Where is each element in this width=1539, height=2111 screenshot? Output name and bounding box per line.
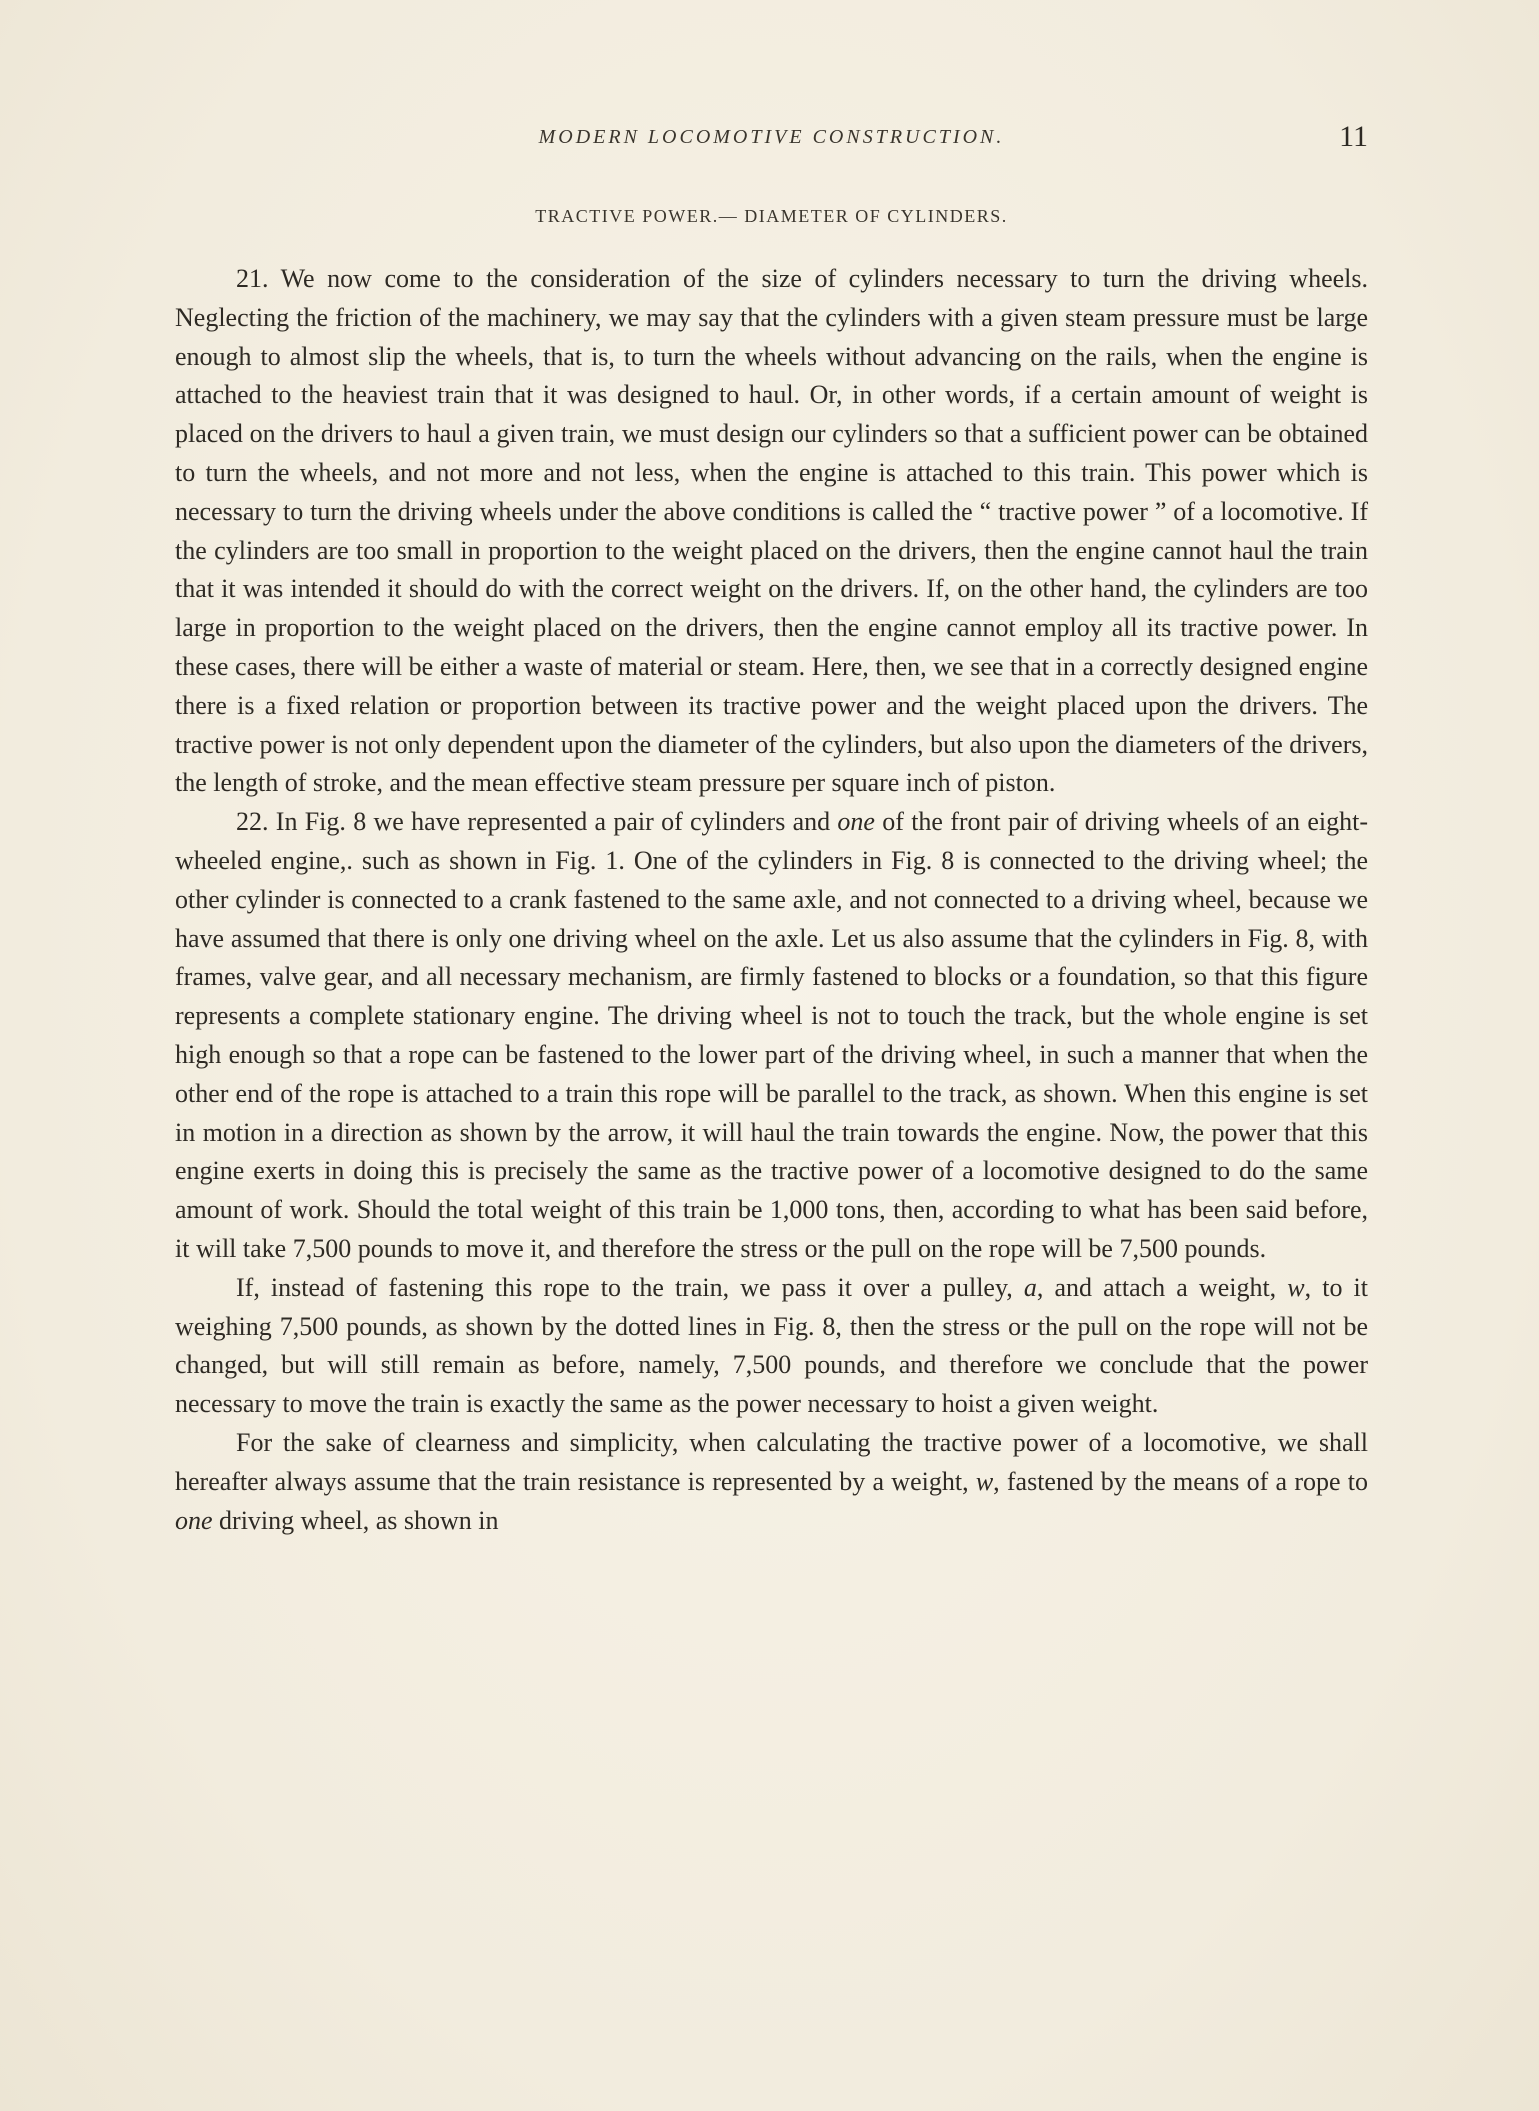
page-number: 11 [1339,120,1368,153]
body-text [175,260,1368,1540]
emphasis-text: a [1023,1272,1037,1302]
emphasis-text: w [1287,1272,1305,1302]
paragraph-text: of the front pair of driving wheels of an eight-wheeled engine,. such as shown in Fig. 1. One of the cylinders in Fig. 8 is connected to the driving wheel; the other cylinder is connected to a crank fastened to the same axle, and not connected to a driving wheel, because we have assumed that there is only one driving wheel on the axle. Let us also assume that the cylinders in Fig. 8, with frames, valve gear, and all necessary mechanism, are firmly fastened to blocks or a foundation, so that this figure represents a complete stationary engine. The driving wheel is not to touch the track, but the whole engine is set high enough so that a rope can be fastened to the lower part of the driving wheel, in such a manner that when the other end of the rope is attached to a train this rope will be parallel to the track, as shown. When this engine is set in motion in a direction as shown by the arrow, it will haul the train towards the engine. Now, the power that this engine exerts in doing this is precisely the same as the tractive power of a locomotive designed to do the same amount of work. Should the total weight of this train be 1,000 tons, then, according to what has been said before, it will take 7,500 pounds to move it, and therefore the stress or the pull on the rope will be 7,500 pounds. [175,807,1368,1263]
paragraph-text: , fastened by the means of a rope to [993,1466,1368,1496]
section-heading: TRACTIVE POWER.— DIAMETER OF CYLINDERS. [535,206,1008,226]
paragraph-pulley [175,1269,1368,1424]
paragraph-text: For the sake of clearness and simplicity, when calculating the tractive power of a locomotive, we shall hereafter always assume that the train resistance is represented by a weight, [175,1427,1368,1496]
paragraph-text: 22. In Fig. 8 we have represented a pair of cylinders and [236,807,838,837]
emphasis-text: one [837,807,875,837]
paragraph-22 [175,803,1368,1269]
paragraph-text: If, instead of fastening this rope to the train, we pass it over a pulley, [236,1272,1024,1302]
paragraph-text: , to it weighing 7,500 pounds, as shown by the dotted lines in Fig. 8, then the stress or the pull on the rope will not be changed, but will still remain as before, namely, 7,500 pounds, and therefore we conclude that the power necessary to move the train is exactly the same as the power necessary to hoist a given weight. [175,1272,1368,1419]
paragraph-21 [175,260,1368,803]
paragraph-text: , and attach a weight, [1036,1272,1288,1302]
running-title: MODERN LOCOMOTIVE CONSTRUCTION. [538,126,1005,148]
emphasis-text: one [175,1505,213,1535]
paragraph-text: driving wheel, as shown in [212,1505,499,1535]
paragraph-clearness [175,1424,1368,1540]
running-head [175,120,1368,160]
emphasis-text: w [975,1466,994,1496]
paragraph-text: 21. We now come to the consideration of the size of cylinders necessary to turn the driving wheels. Neglecting the friction of the machinery, we may say that the cylinders with a given steam pressure must be large enough to almost slip the wheels, that is, to turn the wheels without advancing on the rails, when the engine is attached to the heaviest train that it was designed to haul. Or, in other words, if a certain amount of weight is placed on the drivers to haul a given train, we must design our cylinders so that a sufficient power can be obtained to turn the wheels, and not more and not less, when the engine is attached to this train. This power which is necessary to turn the driving wheels under the above conditions is called the “ tractive power ” of a locomotive. If the cylinders are too small in proportion to the weight placed on the drivers, then the engine cannot haul the train that it was intended it should do with the correct weight on the drivers. If, on the other hand, the cylinders are too large in proportion to the weight placed on the drivers, then the engine cannot employ all its tractive power. In these cases, there will be either a waste of material or steam. Here, then, we see that in a correctly designed engine there is a fixed relation or proportion between its tractive power and the weight placed upon the drivers. The tractive power is not only dependent upon the diameter of the cylinders, but also upon the diameters of the drivers, the length of stroke, and the mean effective steam pressure per square inch of piston. [175,264,1368,798]
